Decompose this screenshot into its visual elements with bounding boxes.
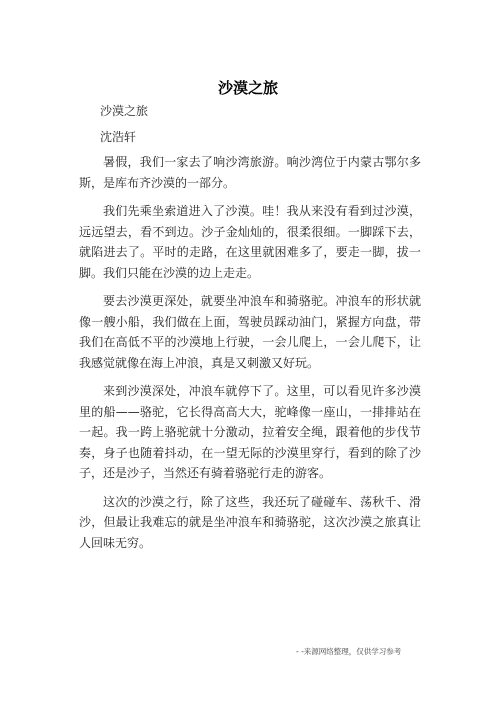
- page-title: 沙漠之旅: [217, 79, 278, 97]
- article-author: 沈浩轩: [100, 130, 137, 144]
- paragraph: 这次的沙漠之行，除了这些，我还玩了碰碰车、荡秋千、滑沙，但最让我难忘的就是坐冲浪车和骑骆驼，这次沙漠之旅真让人回味无穷。: [79, 494, 421, 550]
- article-body: [79, 152, 421, 561]
- footer-note: - -来源网络整理，仅供学习参考: [296, 647, 402, 656]
- paragraph: 要去沙漠更深处，就要坐冲浪车和骑骆驼。冲浪车的形状就像一艘小船，我们做在上面，驾驶员踩动油门，紧握方向盘，带我们在高低不平的沙漠地上行驶，一会儿爬上，一会儿爬下，让我感觉就像在海上冲浪，真是又刺激又好玩。: [79, 294, 421, 370]
- article-subtitle: 沙漠之旅: [100, 104, 149, 118]
- paragraph: 来到沙漠深处，冲浪车就停下了。这里，可以看见许多沙漠里的船——骆驼，它长得高高大大，驼峰像一座山，一排排站在一起。我一跨上骆驼就十分激动，拉着安全绳，跟着他的步伐节奏，身子也随着抖动，在一望无际的沙漠里穿行，看到的除了沙子，还是沙子，当然还有骑着骆驼行走的游客。: [79, 384, 421, 480]
- paragraph: 我们先乘坐索道进入了沙漠。哇！我从来没有看到过沙漠，远远望去，看不到边。沙子金灿灿的，很柔很细。一脚踩下去，就陷进去了。平时的走路，在这里就困难多了，要走一脚，拔一脚。我们只能在沙漠的边上走走。: [79, 204, 421, 280]
- paragraph: 暑假，我们一家去了响沙湾旅游。响沙湾位于内蒙古鄂尔多斯，是库布齐沙漠的一部分。: [79, 155, 421, 190]
